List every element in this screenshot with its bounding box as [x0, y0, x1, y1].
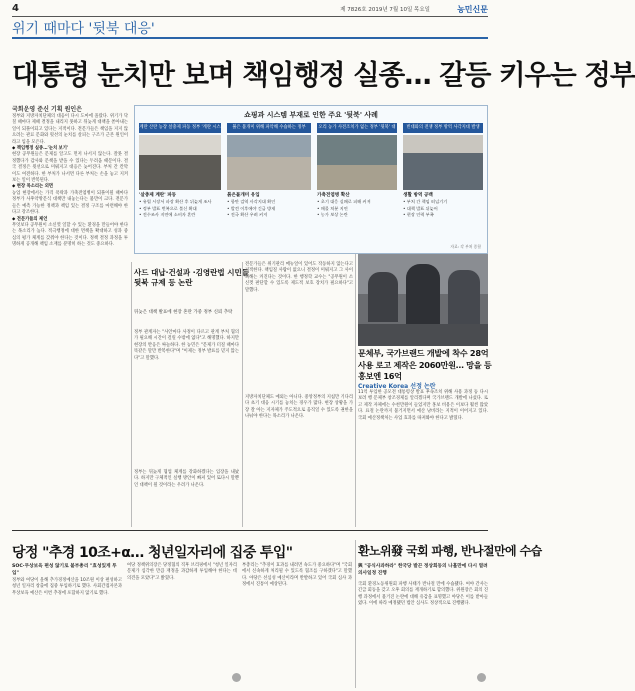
body-column-2: 전문가들은 위기관리 매뉴얼이 있어도 작동하지 않는다고 지적한다. 책임질 사람이 없으니 결정이 미뤄지고 그 사이 피해는 커진다는 것이다. 한 행정학 교수는 "공무원이 소신껏 판단할 수 있도록 제도적 보호 장치가 필요하다"고 말했다. [245, 262, 353, 293]
bottom-right-headline: 환노위發 국회 파행, 반나절만에 수습 [358, 544, 542, 558]
article2-subhead: Creative Korea 선정 논란 [358, 383, 436, 390]
lead-subhead-2: ◆ 현장 목소리는 외면 [12, 184, 53, 190]
infographic-item-line: • 대책 발표 뒤늦어 [403, 205, 438, 211]
date-line: 제 7826호 2019년 7월 10일 목요일 [340, 7, 430, 13]
paper-name: 농민신문 [457, 4, 488, 14]
infographic-item-title: '살충제 계란' 파동 [139, 193, 177, 198]
column-rule [355, 254, 356, 527]
infographic-photo-1 [139, 135, 221, 190]
infographic-item-2 [227, 193, 311, 249]
infographic-item-line: • 매몰 처분 지연 [317, 205, 348, 211]
section-label: 위기 때마다 '뒷북 대응' [12, 21, 155, 37]
side-headline: 사드 대납·건설과 ·김영란법 시민들 뒷북 규제 등 논란 [134, 268, 249, 287]
infographic-title: 쇼핑과 시스템 부재로 인한 주요 '뒷북' 사례 [244, 111, 378, 119]
infographic-item-line: • 발견 이후에야 긴급 방제 [227, 205, 276, 211]
infographic-source: 자료: 각 부처 종합 [450, 244, 481, 249]
infographic-item-line: • 전국 확산 우려 커져 [227, 212, 268, 218]
lead-subhead-3: ◆ 전문가들의 제언 [12, 216, 48, 222]
bottom-left-para: 야당은 선심성 예산이라며 반발하고 있어 국회 심사 과정에서 진통이 예상된다. [242, 575, 352, 588]
infographic-item-line: • 농가 보상 논란 [317, 212, 348, 218]
infographic-header-3: 오리 농가 사전조치가 없는 정부 '뒷북' 대 [317, 123, 397, 133]
column-rule [242, 262, 243, 527]
side-subhead: 뒤늦은 대책 발표에 현장 혼란 가중 정부 신뢰 추락 [134, 310, 233, 315]
lead-intro: 정부와 지방자치단체의 대응이 다시 도마에 올랐다. 위기가 닥칠 때마다 제때 결정을 내리지 못하고 뒤늦게 대책을 쏟아내는 일이 되풀이되고 있다는 지적이다. 전문가들은 책임을 지지 않으려는 관료 문화와 윗선의 눈치를 살피는 구조가 근본 원인이라고 입을 모은다. [12, 114, 128, 145]
body-column-3: 지방자치단체도 예외는 아니다. 중앙정부의 지침만 기다리다 초기 대응 시기를 놓치는 경우가 많다. 현장 상황을 가장 잘 아는 지자체가 주도적으로 움직일 수 있도록 권한을 나눠야 한다는 목소리가 나온다. [245, 395, 353, 420]
bottom-left-para: 부총리는 "추경이 효과를 내려면 속도가 중요하다"며 "국회에서 신속하게 처리될 수 있도록 협조를 구하겠다"고 말했다. [242, 563, 352, 581]
infographic-photo-4 [403, 135, 483, 190]
top-rule [12, 16, 488, 17]
bottom-left-col-3 [242, 563, 352, 686]
bottom-right-subhead: 與 "공식사과하라" 한국당 발끈 정상회동의 나흘만에 다시 열려 의사일정 진행 [358, 564, 488, 576]
bottom-left-col-1: 정부와 여당이 올해 추가경정예산을 10조원 이상 편성하고 청년 일자리 창출에 집중 투입하기로 했다. 사회간접자본과 무상보육 예산은 이번 추경에 포함하지 않기로 했다. [12, 578, 122, 596]
lead-para-1: 현장 공무원들은 문제를 알고도 먼저 나서지 않는다. 잘못 결정했다가 감사와 문책을 받을 수 있다는 두려움 때문이다. 결국 결정은 윗선으로 미뤄지고 대응은 늦어진다. 부처 간 칸막이도 여전하다. 한 부처가 나서면 다른 부처는 손을 놓고 지켜보는 일이 반복된다. [12, 152, 128, 184]
body-column-1: 정부 관계자는 "사안마다 사정이 다르고 관계 부처 협의가 필요해 시간이 걸릴 수밖에 없다"고 해명했다. 하지만 현장의 반응은 싸늘하다. 한 농민은 "문제가 터질 때마다 똑같은 말만 반복한다"며 "이제는 정부 발표를 믿지 않는다"고 말했다. [134, 330, 239, 361]
lead-headline: 대통령 눈치만 보며 책임행정 실종… 갈등 키우는 정부 [12, 59, 635, 91]
press-photo [358, 254, 488, 346]
bottom-band-rule [12, 530, 488, 531]
infographic-item-line: • 정부 발표 번복으로 불신 확대 [139, 205, 197, 211]
infographic-item-3 [317, 193, 397, 249]
infographic-item-line: • 전수조사 지연에 소비자 혼란 [139, 212, 196, 218]
section-rule [12, 37, 488, 39]
lead-body-column [12, 114, 128, 524]
lead-para-3: 무엇보다 공무원이 소신껏 일할 수 있는 환경을 만들어야 한다는 목소리가 높다. 적극행정에 대한 면책을 확대하고 성과 중심의 평가 체계를 갖춰야 한다는 것이다. 정책 결정 과정을 투명하게 공개해 책임 소재를 분명히 하는 것도 중요하다. [12, 222, 128, 248]
infographic-item-title: 생활 방역 공백 [403, 193, 433, 198]
bottom-left-col-2: 여당 정책위의장은 당정협의 직후 브리핑에서 "청년 일자리 문제가 심각한 만큼 재정을 과감하게 투입해야 한다는 데 의견을 모았다"고 밝혔다. [127, 563, 237, 581]
infographic-photo-3 [317, 135, 397, 190]
infographic-header-2: 붉은 불개미 위해 파악해 수습하는 정부 [227, 123, 311, 133]
infographic-header-4: 빈대와의 전쟁 정부 방역 사각지대 발생 [403, 123, 483, 133]
bottom-right-body: 국회 환경노동위원회 파행 사태가 반나절 만에 수습됐다. 여야 간사는 긴급 회동을 갖고 오후 회의를 재개하기로 합의했다. 위원장은 회의 진행 과정에서 불거진 논란에 대해 유감을 표명했고 야당은 이를 받아들였다. 이에 따라 예정됐던 법안 심사도 정상적으로 진행됐다. [358, 582, 488, 607]
reporter-avatar [477, 673, 486, 682]
infographic-item-1 [139, 193, 221, 249]
infographic-box [134, 105, 488, 254]
column-rule [355, 540, 356, 688]
infographic-item-line: • 항만 검역 사각지대 확인 [227, 199, 276, 205]
lead-subhead-1: ◆ 책임행정 실종…'눈치 보기' [12, 146, 69, 152]
lead-para-2: 농업 현장에서는 가격 폭락과 가축전염병이 되풀이될 때마다 정부가 사후약방문식 대책만 내놓는다는 불만이 크다. 전문가들은 예측 가능한 정책과 책임 있는 결정 구조를 마련해야 한다고 강조한다. [12, 190, 128, 216]
page-number: 4 [12, 3, 19, 14]
article2-headline: 문체부, 국가브랜드 개발에 착수 28억 사용 로고 제작은 2060만원… 망을 등 홍보엔 16억 [358, 348, 492, 381]
infographic-item-4 [403, 193, 483, 249]
body-column-4: 정부는 뒤늦게 협업 체계를 강화하겠다는 입장을 내놨다. 하지만 구체적인 실행 방안이 빠져 있어 또다시 말뿐인 대책이 될 것이라는 우려가 나온다. [134, 470, 239, 488]
infographic-item-title: 가축전염병 확산 [317, 193, 350, 198]
infographic-item-line: • 유럽 시장서 파장 확산 후 뒤늦게 조사 [139, 199, 212, 205]
infographic-item-line: • 현장 인력 부족 [403, 212, 434, 218]
infographic-item-line: • 초기 대응 실패로 피해 커져 [317, 199, 371, 205]
infographic-item-line: • 부처 간 책임 떠넘기기 [403, 199, 448, 205]
bottom-left-subhead: SOC·무상보육 편성 않기로 불부총리 "효성있게 투입" [12, 564, 117, 576]
column-rule [131, 262, 132, 527]
bottom-left-headline: 당정 "추경 10조+α… 청년일자리에 집중 투입" [12, 545, 293, 561]
reporter-avatar [232, 673, 241, 682]
masthead [12, 3, 488, 15]
lead-byline: 국회운영 준신 기획 원인은 [12, 106, 83, 113]
infographic-photo-2 [227, 135, 311, 190]
article2-body: 11억 투입한 공모전 대통령상 발표 후속조치 위해 사용 과정 등 다시 보려 행 문체부 창조경제를 알리겠다며 국가브랜드 개발에 나섰다. 로고 제작 자체에는 수천만원이 들었지만 홍보 비용은 이보다 훨씬 많았다. 표절 논란까지 불거지면서 예산 낭비라는 지적이 이어지고 있다. 국회 예산정책처는 사업 효과를 따져봐야 한다고 밝혔다. [358, 390, 488, 421]
infographic-header-1: 계란 산란 농장 살충제 파동 정부 '계란 시스 [139, 123, 221, 133]
infographic-item-title: 붉은불개미 유입 [227, 193, 260, 198]
